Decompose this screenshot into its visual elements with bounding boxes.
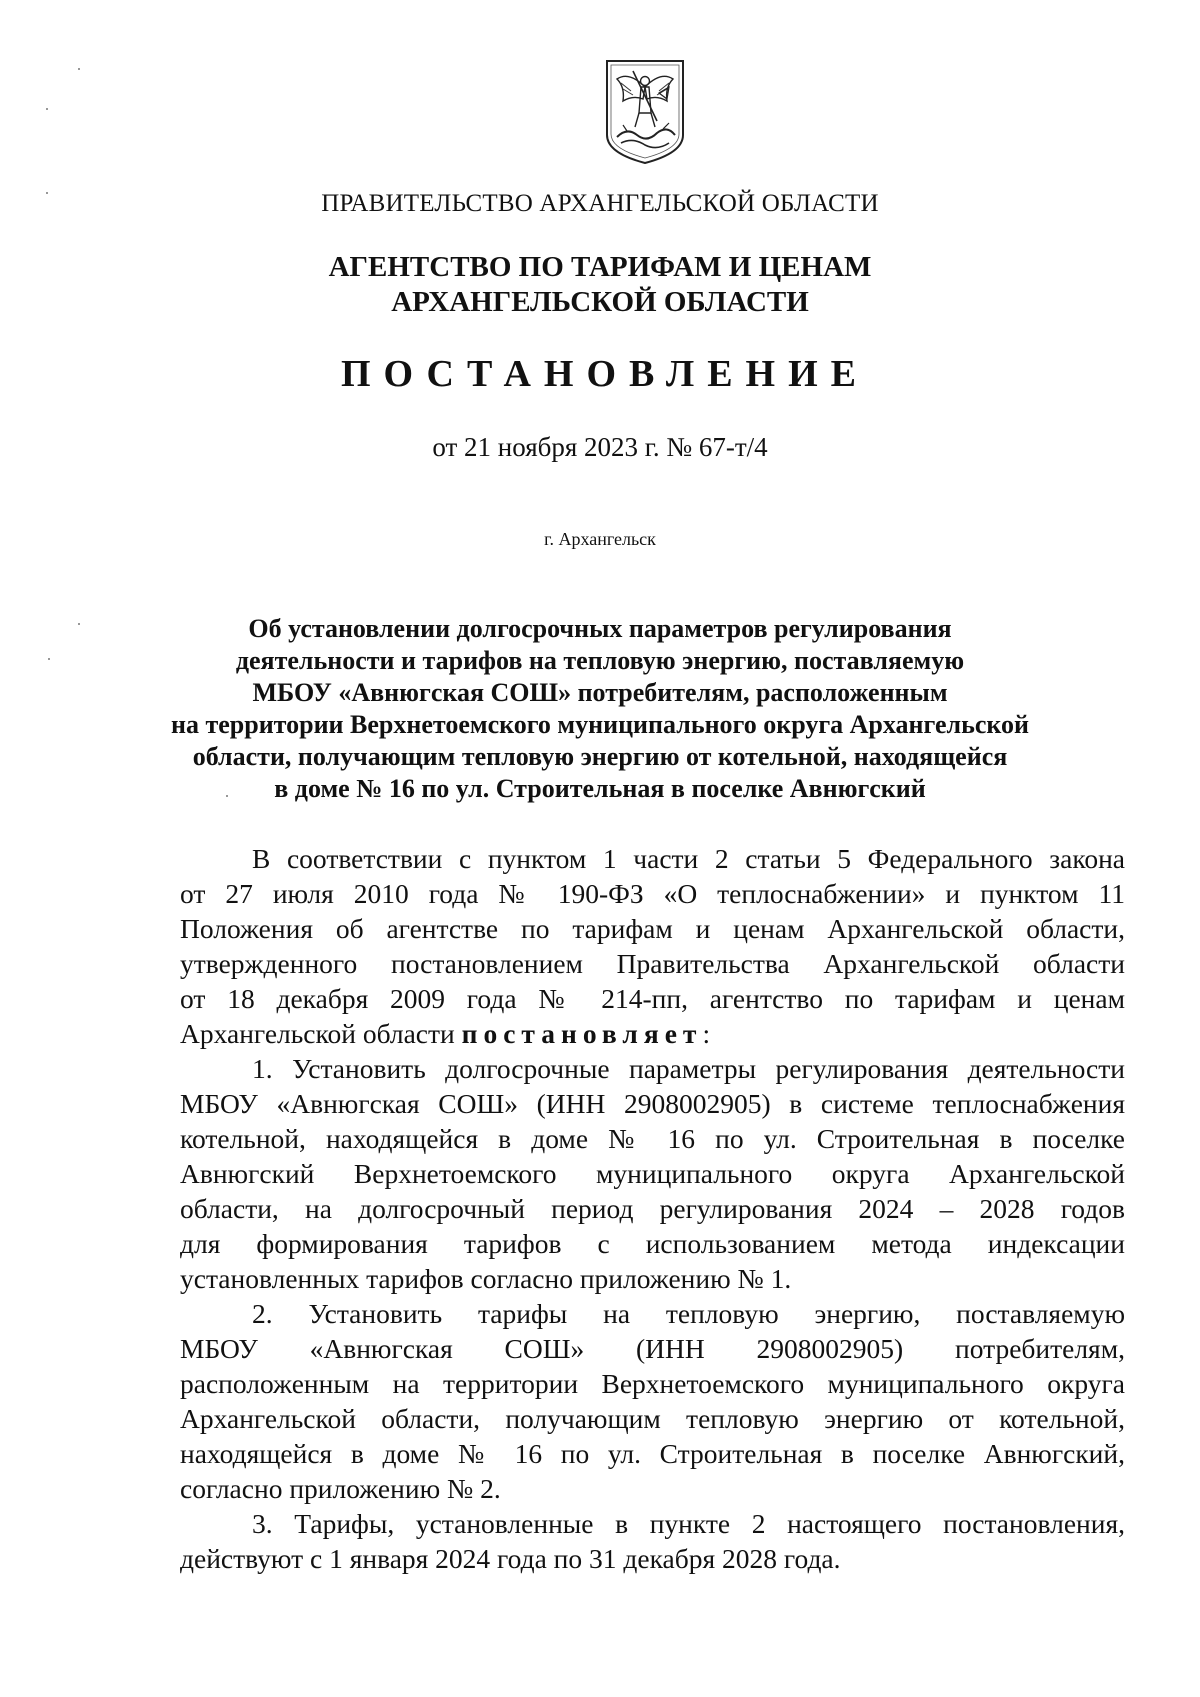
body-line: находящейся в доме № 16 по ул. Строительная в поселке Авнюгский, [180,1438,1125,1469]
agency-name-line-1: АГЕНТСТВО ПО ТАРИФАМ И ЦЕНАМ [328,251,872,283]
body-line: установленных тарифов согласно приложению № 1. [180,1263,792,1294]
body-line: действуют с 1 января 2024 года по 31 декабря 2028 года. [180,1543,841,1574]
body-line: котельной, находящейся в доме № 16 по ул. Строительная в поселке [180,1123,1125,1154]
agency-name-line-2: АРХАНГЕЛЬСКОЙ ОБЛАСТИ [391,286,809,318]
body-line: МБОУ «Авнюгская СОШ» (ИНН 2908002905) в системе теплоснабжения [180,1088,1125,1119]
coat-of-arms-icon [603,57,687,167]
body-line: от 27 июля 2010 года № 190-ФЗ «О теплоснабжении» и пунктом 11 [180,878,1125,909]
subject-line: МБОУ «Авнюгская СОШ» потребителям, расположенным [252,678,948,707]
resolves-colon: : [702,1018,711,1049]
subject-line: на территории Верхнетоемского муниципального округа Архангельской [170,710,1029,739]
body-line-resolution [180,1016,1125,1051]
document-body [180,841,1125,1576]
body-line: расположенным на территории Верхнетоемского муниципального округа [180,1368,1125,1399]
body-line: Авнюгский Верхнетоемского муниципального округа Архангельской [180,1158,1125,1189]
preamble-last-text: Архангельской области [180,1018,462,1049]
agency-name [0,250,1200,320]
subject-line: в доме № 16 по ул. Строительная в поселке Авнюгский [274,774,926,803]
body-line: утвержденного постановлением Правительства Архангельской области [180,948,1125,979]
body-line: от 18 декабря 2009 года № 214-пп, агентство по тарифам и ценам [180,983,1125,1014]
body-line: 1. Установить долгосрочные параметры регулирования деятельности [252,1053,1125,1084]
subject-line: деятельности и тарифов на тепловую энергию, поставляемую [235,646,965,675]
body-line: 2. Установить тарифы на тепловую энергию, поставляемую [252,1298,1125,1329]
body-line: Положения об агентстве по тарифам и ценам Архангельской области, [180,913,1125,944]
body-line: Архангельской области, получающим тепловую энергию от котельной, [180,1403,1125,1434]
subject-line: Об установлении долгосрочных параметров регулирования [248,614,952,643]
document-subject [0,613,1200,805]
document-city: г. Архангельск [544,529,656,549]
document-date-number: от 21 ноября 2023 г. № 67-т/4 [432,432,768,462]
body-line: МБОУ «Авнюгская СОШ» (ИНН 2908002905) потребителям, [180,1333,1125,1364]
document-type-title: ПОСТАНОВЛЕНИЕ [340,353,870,395]
government-name: ПРАВИТЕЛЬСТВО АРХАНГЕЛЬСКОЙ ОБЛАСТИ [321,190,879,217]
body-line: согласно приложению № 2. [180,1473,501,1504]
body-line: В соответствии с пунктом 1 части 2 статьи 5 Федерального закона [252,843,1125,874]
body-line: области, на долгосрочный период регулирования 2024 – 2028 годов [180,1193,1125,1224]
body-line: 3. Тарифы, установленные в пункте 2 настоящего постановления, [252,1508,1125,1539]
body-line: для формирования тарифов с использованием метода индексации [180,1228,1125,1259]
resolves-word: постановляет [461,1018,703,1049]
subject-line: области, получающим тепловую энергию от котельной, находящейся [192,742,1008,771]
